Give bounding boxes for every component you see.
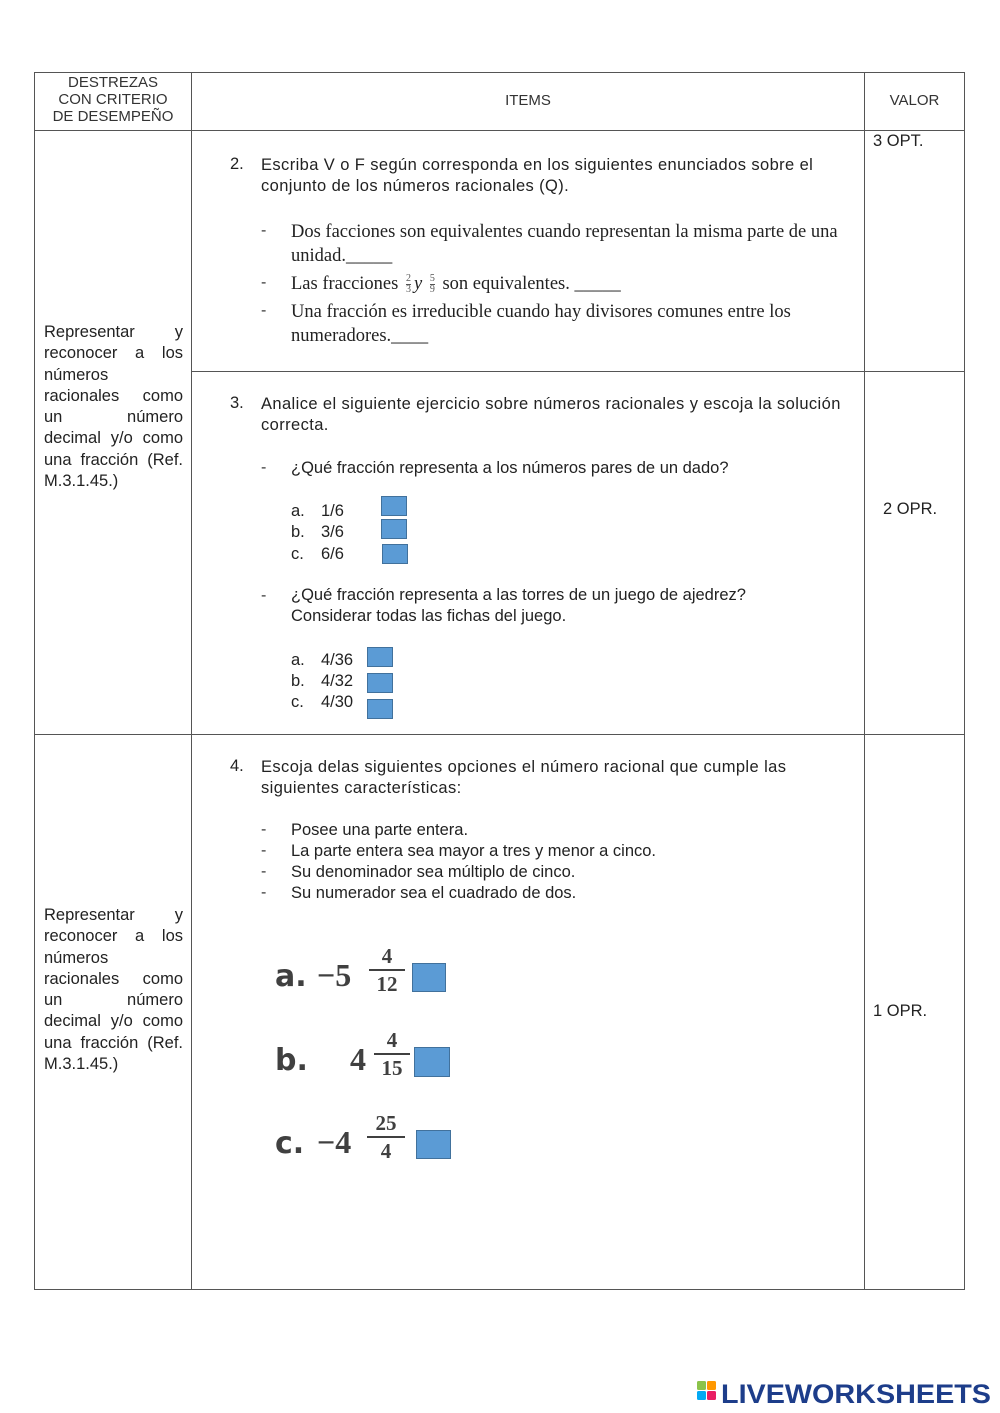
option-letter: b. — [275, 1043, 308, 1078]
column-divider-2 — [864, 72, 865, 1290]
mixed-number-fraction — [367, 1112, 405, 1162]
table-border-right — [964, 72, 965, 1290]
q2-statement-2-suffix: son equivalentes. _____ — [442, 274, 621, 294]
valor-q2: 3 OPT. — [873, 132, 924, 150]
header-items: ITEMS — [505, 92, 551, 109]
option-letter: c. — [291, 545, 304, 563]
fraction-numerator: 4 — [381, 944, 393, 968]
mixed-number-fraction — [374, 1029, 410, 1079]
option-value: 4/36 — [321, 651, 354, 669]
answer-checkbox[interactable] — [414, 1047, 450, 1077]
header-destrezas-line: CON CRITERIO — [58, 91, 168, 108]
q2-statement-2[interactable] — [291, 272, 857, 296]
valor-q3: 2 OPR. — [883, 500, 938, 518]
option-letter: b. — [291, 523, 305, 541]
header-destrezas — [35, 74, 191, 125]
option-letter: a. — [291, 651, 305, 669]
fraction-5-9 — [430, 274, 435, 295]
conjunction: y — [413, 274, 423, 294]
question-2-text: Escriba V o F según corresponda en los siguientes enunciados sobre el conjunto de los números racionales (Q). — [261, 156, 814, 195]
svg-text:LIVEWORKSHEETS: LIVEWORKSHEETS — [721, 1379, 991, 1408]
answer-checkbox[interactable] — [412, 963, 446, 992]
option-value: 6/6 — [321, 545, 344, 563]
fraction-denominator: 3 — [405, 284, 411, 296]
valor-q4: 1 OPR. — [873, 1002, 928, 1020]
option-value: 3/6 — [321, 523, 344, 541]
option-letter: a. — [275, 959, 307, 994]
answer-checkbox[interactable] — [416, 1130, 451, 1159]
table-border-bottom — [34, 1289, 965, 1290]
fraction-bar — [369, 969, 405, 971]
bullet-dash: - — [261, 222, 267, 239]
fraction-numerator: 4 — [386, 1028, 398, 1052]
option-letter: c. — [275, 1126, 305, 1161]
bullet-dash: - — [261, 884, 267, 901]
column-divider-1 — [191, 72, 192, 1290]
option-letter: a. — [291, 502, 305, 520]
bullet-dash: - — [261, 863, 267, 880]
fraction-numerator: 5 — [429, 273, 435, 285]
skill-description-row1: Representar y reconocer a los números racionales como un número decimal y/o como una fracción (Ref. M.3.1.45.) — [44, 323, 183, 491]
q2-statement-2-prefix: Las fracciones — [291, 274, 399, 294]
question-number: 3. — [230, 394, 244, 412]
answer-checkbox[interactable] — [367, 673, 393, 693]
answer-checkbox[interactable] — [367, 647, 393, 667]
header-destrezas-line: DESTREZAS — [67, 74, 158, 91]
row-divider-q3-q4 — [34, 734, 965, 735]
skill-description-row2: Representar y reconocer a los números racionales como un número decimal y/o como una fracción (Ref. M.3.1.45.) — [44, 906, 183, 1074]
option-letter: b. — [291, 672, 305, 690]
bullet-dash: - — [261, 842, 267, 859]
q4-condition: Su numerador sea el cuadrado de dos. — [291, 884, 577, 902]
bullet-dash: - — [261, 821, 267, 838]
fraction-numerator: 25 — [375, 1111, 397, 1135]
answer-checkbox[interactable] — [381, 496, 407, 516]
table-border-left — [34, 72, 35, 1290]
liveworksheets-logo-mark — [697, 1378, 993, 1408]
bullet-dash: - — [261, 587, 267, 604]
mixed-number-whole: 4 — [350, 1041, 366, 1077]
option-letter: c. — [291, 693, 304, 711]
question-4-text: Escoja delas siguientes opciones el número racional que cumple las siguientes características: — [261, 758, 787, 797]
mixed-number-fraction — [369, 945, 405, 995]
option-value: 4/32 — [321, 672, 354, 690]
fraction-denominator: 9 — [429, 284, 435, 296]
q2-statement-1[interactable]: Dos facciones son equivalentes cuando representan la misma parte de una unidad._____ — [291, 222, 838, 266]
fraction-denominator: 4 — [380, 1139, 392, 1163]
liveworksheets-logo — [697, 1378, 993, 1408]
option-value: 4/30 — [321, 693, 354, 711]
q3-subquestion-2: ¿Qué fracción representa a las torres de un juego de ajedrez? Considerar todas las fichas del juego. — [291, 586, 746, 625]
header-destrezas-line: DE DESEMPEÑO — [52, 108, 174, 125]
question-number: 4. — [230, 757, 244, 775]
q4-condition: Su denominador sea múltiplo de cinco. — [291, 863, 576, 881]
fraction-bar — [374, 1053, 410, 1055]
row-divider-q2-q3 — [191, 371, 965, 372]
header-divider — [34, 130, 965, 131]
option-value: 1/6 — [321, 502, 344, 520]
answer-checkbox[interactable] — [381, 519, 407, 539]
bullet-dash: - — [261, 459, 267, 476]
mixed-number-whole: −5 — [317, 957, 352, 993]
header-valor: VALOR — [889, 92, 940, 109]
bullet-dash: - — [261, 302, 267, 319]
q2-statement-3[interactable]: Una fracción es irreducible cuando hay divisores comunes entre los numeradores.____ — [291, 302, 791, 346]
fraction-denominator: 15 — [381, 1056, 403, 1080]
q4-condition: La parte entera sea mayor a tres y menor a cinco. — [291, 842, 657, 860]
fraction-bar — [367, 1136, 405, 1138]
answer-checkbox[interactable] — [367, 699, 393, 719]
q3-subquestion-1: ¿Qué fracción representa a los números pares de un dado? — [291, 459, 729, 477]
answer-checkbox[interactable] — [382, 544, 408, 564]
fraction-2-3 — [406, 274, 411, 295]
question-number: 2. — [230, 155, 244, 173]
bullet-dash: - — [261, 274, 267, 291]
fraction-numerator: 2 — [405, 273, 411, 285]
question-3-text: Analice el siguiente ejercicio sobre números racionales y escoja la solución correcta. — [261, 395, 841, 434]
q4-condition: Posee una parte entera. — [291, 821, 469, 839]
mixed-number-whole: −4 — [317, 1124, 352, 1160]
table-border-top — [34, 72, 965, 73]
fraction-denominator: 12 — [376, 972, 398, 996]
